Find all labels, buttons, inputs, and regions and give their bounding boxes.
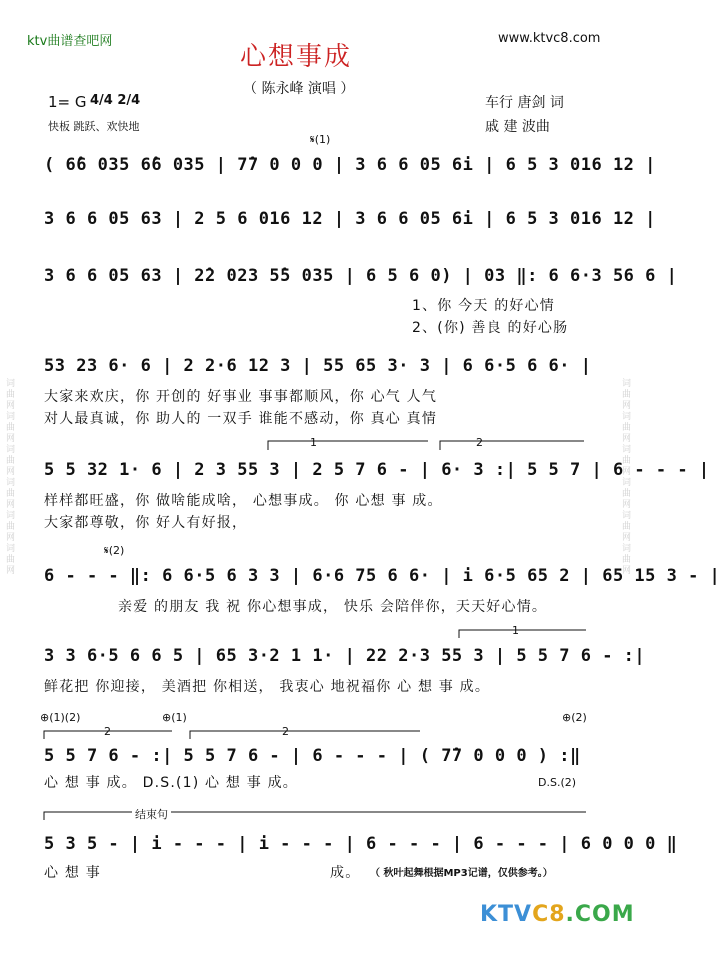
segno-2-mark: 𝄋(2) xyxy=(104,544,125,557)
score-row-7: 3 3 6·5 6 6 5 | 65 3·2 1 1· | 22 2·3 55 3 | 5 5 7 6 - :| xyxy=(44,646,646,666)
score-row-6: 6 - - - ‖: 6 6·5 6 3 3 | 6·6 75 6 6· | i 6·5 65 2 | 65 15 3 - | xyxy=(44,566,720,586)
lyric-row-3-verse-1: 1、你 今天 的好心情 xyxy=(412,298,556,314)
side-watermark-right: 词曲网词曲网词曲网词曲网词曲网词曲网 xyxy=(620,377,630,576)
side-watermark-left: 词曲网词曲网词曲网词曲网词曲网词曲网 xyxy=(4,377,14,576)
tempo-marking: 快板 跳跃、欢快地 xyxy=(48,120,140,133)
volta-brackets xyxy=(0,436,634,452)
site-label[interactable]: ktv曲谱查吧网 xyxy=(27,34,113,49)
volta-label-row-8-b: 2 xyxy=(282,725,289,738)
volta-2-label: 2 xyxy=(476,436,483,449)
score-row-2: 3 6 6 05 63 | 2 5 6 016 12 | 3 6 6 05 6i | 6 5 3 016 12 | xyxy=(44,209,656,229)
brand-logo xyxy=(480,902,635,927)
lyric-row-3-verse-2: 2、(你) 善良 的好心肠 xyxy=(412,320,569,336)
lyric-row-5-verse-1: 样样都旺盛，你 做啥能成啥， 心想事成。 你 心想 事 成。 xyxy=(44,493,443,509)
lyric-row-5-verse-2: 大家都尊敬，你 好人有好报， xyxy=(44,515,248,531)
lyric-row-9: 心 想 事 xyxy=(44,865,101,881)
lyric-row-9-end: 成。 xyxy=(330,865,361,881)
singer-line: （ 陈永峰 演唱 ） xyxy=(243,81,355,97)
volta-brackets-row-8 xyxy=(0,725,634,741)
score-row-8: 5 5 7 6 - :| 5 5 7 6 - | 6 - - - | ( 7̂7 0 0 0 ) :‖ xyxy=(44,746,581,766)
volta-1-label: 1 xyxy=(310,436,317,449)
score-row-5: 5 5 32 1· 6 | 2 3 55 3 | 2 5 7 6 - | 6· 3 :| 5 5 7 | 6 - - - | xyxy=(44,460,710,480)
lyric-row-4-verse-2: 对人最真诚，你 助人的 一双手 谁能不感动，你 真心 真情 xyxy=(44,411,438,427)
ds-2-mark: D.S.(2) xyxy=(538,776,577,789)
composer-credit: 戚 建 波曲 xyxy=(485,119,550,135)
lyricist-credit: 车行 唐剑 词 xyxy=(485,95,564,111)
time-signature: 4/4 2/4 xyxy=(90,93,141,108)
lyric-row-4-verse-1: 大家来欢庆，你 开创的 好事业 事事都顺风，你 心气 人气 xyxy=(44,389,438,405)
lyric-row-7: 鲜花把 你迎接， 美酒把 你相送， 我衷心 地祝福你 心 想 事 成。 xyxy=(44,679,491,695)
score-row-1: ( 6̂6 035 6̂6 035 | 7̂7 0 0 0 | 3 6 6 05 6i | 6 5 3 016 12 | xyxy=(44,155,656,175)
coda-1-mark: ⊕(1) xyxy=(162,711,187,724)
brand-part-1: KTV xyxy=(480,902,533,927)
volta-bracket-row-7 xyxy=(0,624,634,640)
segno-1-mark: 𝄋(1) xyxy=(310,133,331,146)
ending-label: 结束句 xyxy=(132,806,171,822)
brand-part-2: C8 xyxy=(532,902,566,927)
lyric-row-8: 心 想 事 成。 D.S.(1) 心 想 事 成。 xyxy=(44,775,298,791)
score-row-3: 3 6 6 05 63 | 2̂2 023 5̂5 035 | 6 5 6 0) | 03 ‖: 6 6·3 56 6 | xyxy=(44,266,678,286)
key-signature: 1= G xyxy=(48,93,87,111)
site-url[interactable]: www.ktvc8.com xyxy=(498,31,601,46)
coda-1-2-mark: ⊕(1)(2) xyxy=(40,711,81,724)
volta-label-row-8-a: 2 xyxy=(104,725,111,738)
score-row-4: 53 23 6· 6 | 2 2·6 12 3 | 55 65 3· 3 | 6 6·5 6 6· | xyxy=(44,356,592,376)
song-title: 心想事成 xyxy=(240,42,353,72)
transcription-note: （ 秋叶起舞根据MP3记谱，仅供参考。） xyxy=(370,868,553,879)
coda-2-mark: ⊕(2) xyxy=(562,711,587,724)
ending-bracket xyxy=(0,804,634,824)
lyric-row-6: 亲爱 的朋友 我 祝 你心想事成， 快乐 会陪伴你，天天好心情。 xyxy=(118,599,548,615)
brand-part-3: .COM xyxy=(565,902,635,927)
volta-1-label-row-7: 1 xyxy=(512,624,519,637)
score-row-9: 5 3 5 - | i - - - | i - - - | 6 - - - | 6 - - - | 6 0 0 0 ‖ xyxy=(44,834,678,854)
